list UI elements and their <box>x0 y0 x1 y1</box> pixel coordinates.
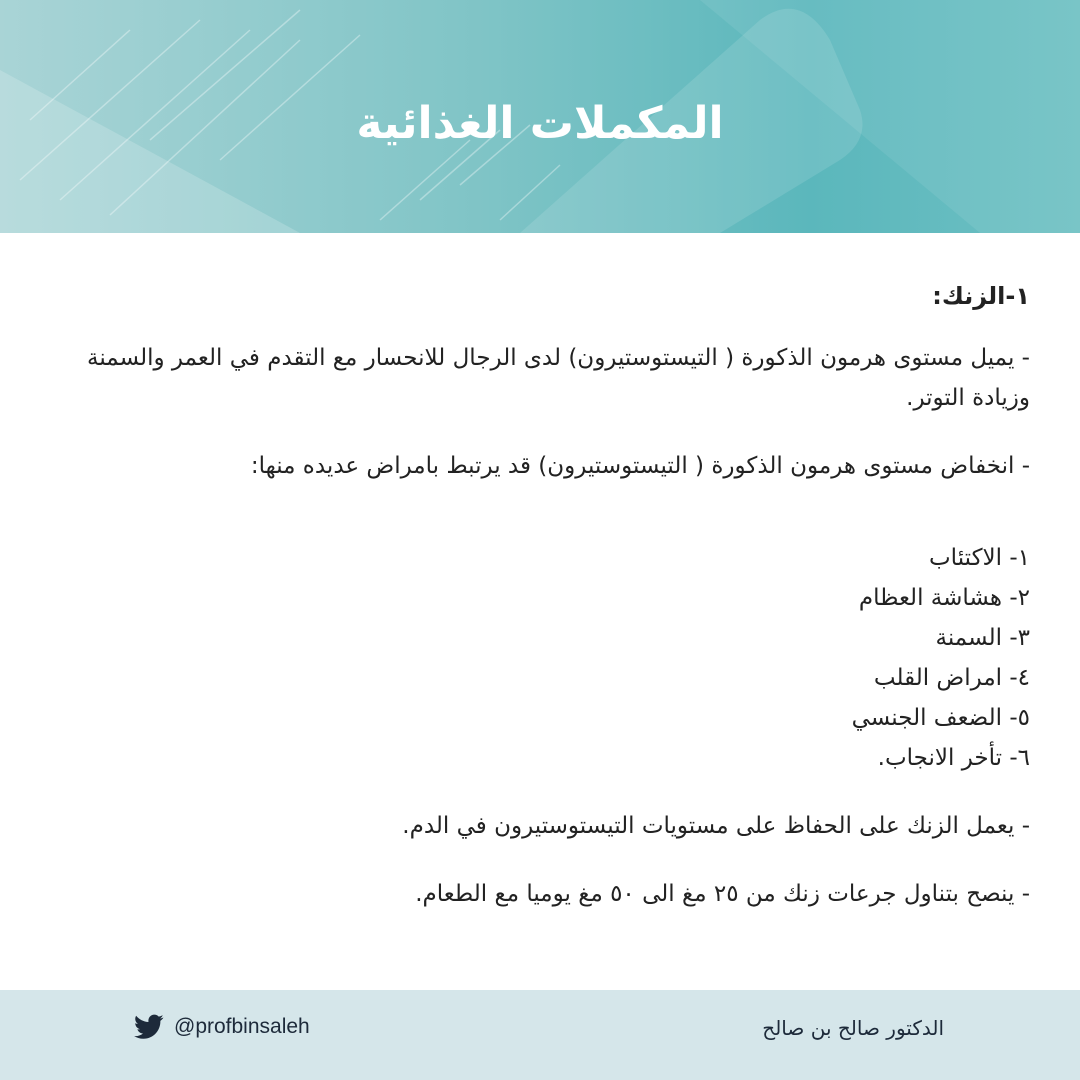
list-item: ٥- الضعف الجنسي <box>851 705 1030 731</box>
author-name: الدكتور صالح بن صالح <box>762 1016 944 1040</box>
header-banner <box>0 0 1080 233</box>
section-heading: ١-الزنك: <box>932 282 1030 310</box>
twitter-handle: @profbinsaleh <box>174 1015 310 1038</box>
list-item: ٦- تأخر الانجاب. <box>877 745 1030 771</box>
page-title: المكملات الغذائية <box>356 98 724 149</box>
list-item: ١- الاكتئاب <box>929 545 1030 571</box>
twitter-icon <box>134 1014 164 1040</box>
list-item: ٣- السمنة <box>935 625 1030 651</box>
paragraph-intro: - يميل مستوى هرمون الذكورة ( التيستوستيرون) لدى الرجال للانحسار مع التقدم في العمر والسمنة وزيادة التوتر. <box>87 345 1030 411</box>
paragraph-zinc-role: - يعمل الزنك على الحفاظ على مستويات التيستوستيرون في الدم. <box>402 813 1030 839</box>
diseases-list <box>52 538 1030 778</box>
footer-bar <box>0 990 1080 1080</box>
list-item: ٢- هشاشة العظام <box>858 585 1030 611</box>
twitter-link[interactable] <box>134 1014 310 1040</box>
paragraph-diseases-intro: - انخفاض مستوى هرمون الذكورة ( التيستوستيرون) قد يرتبط بامراض عديده منها: <box>250 453 1030 479</box>
list-item: ٤- امراض القلب <box>873 665 1030 691</box>
article-body <box>52 276 1030 914</box>
paragraph-dosage: - ينصح بتناول جرعات زنك من ٢٥ مغ الى ٥٠ مغ يوميا مع الطعام. <box>415 881 1030 907</box>
